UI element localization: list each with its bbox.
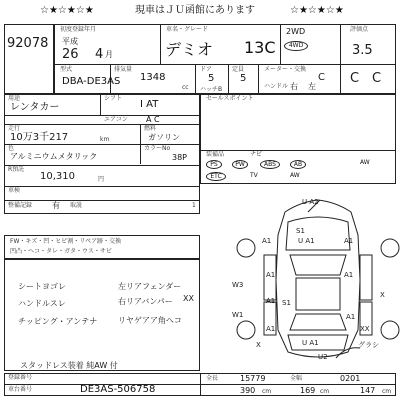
- damage-mark: S1: [282, 299, 291, 307]
- equipment-ps: PS: [206, 160, 222, 169]
- equipment-ab: AB: [290, 160, 306, 169]
- reg-label: 登録番号: [8, 374, 33, 381]
- color-value: アルミニウムメタリック: [10, 152, 98, 161]
- seats-value: 5: [240, 73, 247, 84]
- usage-label: 用途: [8, 95, 21, 102]
- inspector-note: スタッドレス装着 純AW 付: [20, 361, 118, 370]
- extra-mark: C: [372, 71, 382, 86]
- recycle-value: 10,310: [40, 171, 75, 182]
- note-mark: XX: [183, 294, 194, 303]
- extra-mark: C: [350, 71, 360, 86]
- manual-label: 取説: [70, 202, 83, 209]
- year-label: 初度登録年月: [60, 26, 97, 33]
- dim2: 169: [300, 386, 316, 395]
- meter-value: C: [318, 72, 325, 83]
- note-right-2: 右リアバンパー: [118, 297, 173, 306]
- car-name-label: 車名・グレード: [166, 26, 209, 33]
- f1-label: 全長: [206, 375, 219, 382]
- note-left-2: ハンドルスレ: [18, 299, 66, 308]
- chassis-label: 車台番号: [8, 386, 33, 393]
- dim1-unit: cm: [262, 388, 272, 395]
- model-code: DBA-DE3AS: [62, 76, 121, 87]
- note-left-3: チッピング・アンテナ: [18, 317, 98, 326]
- note-right-3: リヤゲアア角ヘコ: [118, 316, 182, 325]
- f1-value: 15779: [240, 374, 266, 383]
- shift-value: I AT: [140, 99, 159, 110]
- damage-mark: S1: [296, 227, 305, 235]
- dim2-unit: cm: [320, 388, 330, 395]
- equipment-pw: PW: [232, 160, 248, 169]
- maintenance-value: 有: [52, 201, 60, 210]
- mileage-unit: km: [100, 136, 110, 143]
- color-label: 色: [8, 145, 15, 152]
- f2-value: 0201: [340, 374, 361, 383]
- displacement-unit: cc: [182, 84, 189, 91]
- car-name: デミオ: [165, 40, 214, 59]
- note-right-1: 左リアフェンダー: [118, 282, 182, 291]
- usage-value: レンタカー: [10, 102, 60, 113]
- damage-mark: X: [256, 341, 261, 349]
- header-stars-left: ☆★☆★☆★: [40, 5, 94, 16]
- options-row1: FW・キズ・凹・ヒビ割・リペア跡・交換: [10, 238, 122, 245]
- damage-mark: U A2: [302, 198, 319, 206]
- damage-mark: U A1: [302, 339, 319, 347]
- dim3: 147: [360, 386, 376, 395]
- month-unit: 月: [105, 50, 113, 59]
- diagram-note: グラシ: [358, 341, 379, 349]
- damage-mark: A1: [262, 237, 272, 245]
- damage-mark: W1: [232, 311, 244, 319]
- equipment-aw2: AW: [290, 172, 300, 179]
- damage-mark: W3: [232, 281, 244, 289]
- doors-label: ドア: [200, 66, 212, 73]
- color-code: 38P: [172, 153, 188, 162]
- aircon-label: エアコン: [104, 116, 128, 123]
- seats-label: 定員: [232, 66, 245, 73]
- body-type: ハッチB: [200, 86, 223, 93]
- sales-point-label: セールスポイント: [206, 95, 254, 102]
- equipment-abs: ABS: [260, 160, 280, 169]
- drive-2wd: 2WD: [286, 27, 306, 36]
- car-grade: 13C: [244, 38, 276, 57]
- equipment-etc: ETC: [206, 172, 226, 181]
- shift-label: シフト: [104, 95, 123, 102]
- doors-value: 5: [208, 73, 215, 84]
- equipment-tv: TV: [250, 172, 258, 179]
- dim3-unit: cm: [382, 388, 392, 395]
- displacement: 1348: [140, 72, 166, 83]
- dim1: 390: [240, 386, 256, 395]
- damage-mark: A1: [344, 237, 354, 245]
- header-title: 現車はＪＵ函館にあります: [135, 5, 255, 16]
- damage-mark: A1: [266, 297, 276, 305]
- damage-mark: A1: [266, 325, 276, 333]
- damage-mark: A1: [266, 271, 276, 279]
- damage-mark: U A1: [298, 237, 315, 245]
- damage-mark: U2: [318, 353, 328, 361]
- damage-mark: X: [380, 291, 385, 299]
- drive-4wd: 4WD: [284, 41, 308, 51]
- aircon-value: A C: [146, 115, 160, 124]
- damage-mark: A1: [344, 271, 354, 279]
- month-value: 4: [95, 47, 104, 62]
- mileage-value: 10万3千217: [10, 132, 69, 143]
- note-left-1: シートヨゴレ: [18, 282, 66, 291]
- lot-number: 92078: [7, 36, 49, 51]
- model-code-label: 型式: [60, 66, 73, 73]
- fuel-label: 燃料: [144, 125, 157, 132]
- damage-mark: XX: [360, 325, 370, 333]
- evaluation-value: 3.5: [352, 43, 373, 58]
- header-stars-right: ☆★☆★☆★: [290, 5, 344, 16]
- handle-right: 右: [290, 82, 298, 91]
- recycle-unit: 円: [98, 176, 105, 183]
- year-era: 平成: [62, 37, 78, 46]
- displacement-label: 排気量: [114, 66, 133, 73]
- equipment-aw: AW: [360, 159, 370, 166]
- handle-label: ハンドル: [264, 83, 289, 90]
- damage-mark: A1: [346, 313, 356, 321]
- maintenance-count: 1: [192, 202, 196, 209]
- chassis-number: DE3AS-506758: [80, 384, 156, 395]
- evaluation-label: 評価点: [350, 26, 369, 33]
- meter-label: メーター・交換: [264, 66, 307, 73]
- inspection-label: 車検: [8, 187, 21, 194]
- recycle-label: R預託: [8, 166, 25, 173]
- year-value: 26: [62, 47, 79, 62]
- options-row2: 凹凸・ヘコ・タレ・ガタ・ウス・サビ: [10, 248, 112, 255]
- mileage-label: 走行: [8, 125, 21, 132]
- equipment-navi: ナビ: [250, 151, 263, 158]
- color-code-label: カラーNo: [144, 145, 171, 152]
- fuel-value: ガソリン: [148, 133, 180, 142]
- equipment-label: 装備品: [206, 151, 225, 158]
- f2-label: 全幅: [290, 375, 303, 382]
- handle-left: 左: [308, 82, 316, 91]
- maintenance-label: 整備記録: [8, 202, 33, 209]
